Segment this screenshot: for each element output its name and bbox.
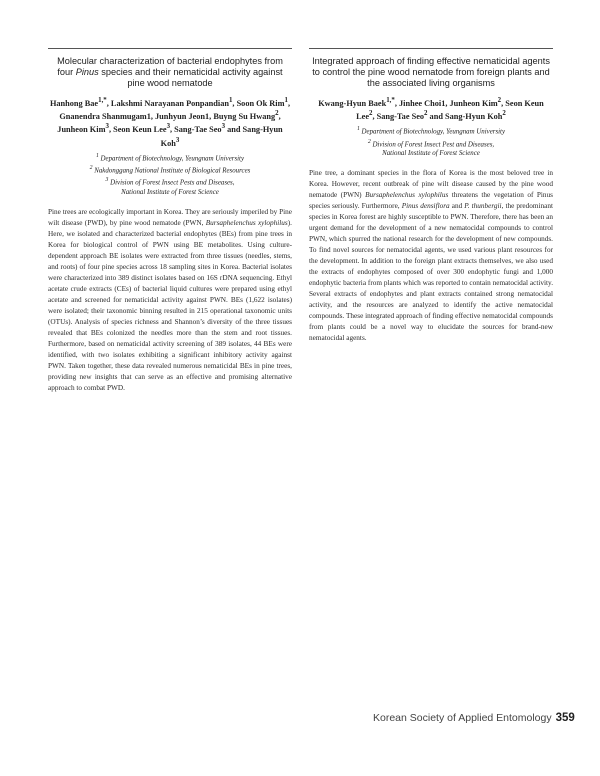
page-number: 359 [555, 712, 575, 724]
right-author-list: Kwang-Hyun Baek$^{1,*}$, Jinhee Choi1, Junheon Kim$^2$, Seon Keun Lee$^2$, Sang-Tae Seo$^2$ and Sang-Hyun Koh$^2$ [318, 96, 544, 121]
left-title-text-2: species and their nematicidal activity against pine wood nematode [98, 67, 283, 89]
left-top-rule [48, 48, 292, 49]
left-affiliation-3: $^3$ Division of Forest Insect Pests and Diseases, [105, 177, 235, 187]
right-top-rule [309, 48, 553, 49]
left-affiliation-3-cont: National Institute of Forest Science [121, 188, 219, 196]
left-author-list: Hanhong Bae$^{1,*}$, Lakshmi Narayanan Ponpandian$^1$, Soon Ok Rim$^1$, Gnanendra Shanmugam1, Junhyun Jeon1, Buyng Su Hwang$^2$, Junheon Kim$^3$, Seon Keun Lee$^3$, Sang-Tae Seo$^3$ and Sang-Hyun Koh$^3$ [49, 96, 291, 148]
left-title-genus: Pinus [75, 67, 99, 78]
left-affiliation-1: $^1$ Department of Biotechnology, Yeungnam University [95, 153, 245, 163]
right-affiliation-2: $^2$ Division of Forest Insect Pest and Diseases, [367, 138, 495, 148]
right-abstract-column [309, 48, 553, 344]
left-abstract-column [48, 48, 292, 394]
left-affiliation-2: $^2$ Nakdonggang National Institute of Biological Resources [89, 165, 251, 175]
right-abstract-body: Pine tree, a dominant species in the flora of Korea is the most beloved tree in Korea. However, recent outbreak of pine wilt disease caused by the pine wood nematode (PWN) Bursaphelenchus xylophilus threatens the vegetation of Pinus species seriously. Furthermore, Pinus densiflora and P. thunbergii, the predominant species in Korea forest are highly susceptible to PWN. Therefore, there has been an urgent demand for the development of a new nematocidal compounds to control PWN, which spurred the national research for the development of new compounds. To find novel sources for nematocidal agents, we used various plant resources for the development. In addition to the foreign plant extracts themselves, we also used the extracts of endophytes composed of over 300 endophytic fungi and 1,000 endophytic bacteria from plants which was reported to contain nematocidal activity. Several extracts of endophytes and plant extracts contained strong nematocidal activity, and the resources are analyzed to identify the active nematocidal compounds. These integrated approach of finding effective nematocidal compounds from plants could be a novel way to elucidate the sources for brand-new nematocidal agents. [309, 168, 554, 343]
left-abstract-body: Pine trees are ecologically important in Korea. They are seriously imperiled by Pine wilt disease (PWD), by pine wood nematode (PWN, Bursaphelenchus xylophilus). Here, we isolated and characterized bacterial endophytes (BEs) from pine trees in Korea for biological control of PWN using BE metabolites. Using culture-dependent approach BE isolates were extracted from three tissues (needles, stems, and roots) of four pine species across 18 sampling sites in Korea. Bacterial isolates were characterized into 389 distinct isolates based on 16S rDNA sequencing. Ethyl acetate crude extracts (CEs) of bacterial liquid cultures were prepared using ethyl acetate and screened for nematicidal activity against PWN. BEs (1,622 isolates) were isolated; their taxonomic binning resulted in 215 operational taxonomic units (OTUs). Analysis of species richness and Shannon’s diversity of the three tissues revealed that BEs colonized the needles more than the stem and root tissues. Furthermore, based on nematicidal activity screening of 389 isolates, 44 BEs were identified, with two isolates exhibiting a significant inhibitory activity against PWN. Taken together, these data revealed numerous nematicidal BEs in pine trees, providing new insights that can serve as an effective and promising alternative approach to combat PWD. [48, 207, 292, 393]
left-title-text-1: Molecular characterization of bacterial endophytes from four [57, 56, 283, 78]
right-affiliation-1: $^1$ Department of Biotechnology, Yeungnam University [356, 126, 506, 136]
left-abstract-title [48, 56, 292, 90]
page-footer [373, 712, 575, 724]
right-affiliation-2-cont: National Institute of Forest Science [382, 149, 480, 157]
footer-society-name: Korean Society of Applied Entomology [373, 712, 552, 724]
right-abstract-title: Integrated approach of finding effective nematicidal agents to control the pine wood nematode from foreign plants and the associated living organisms [312, 56, 550, 89]
